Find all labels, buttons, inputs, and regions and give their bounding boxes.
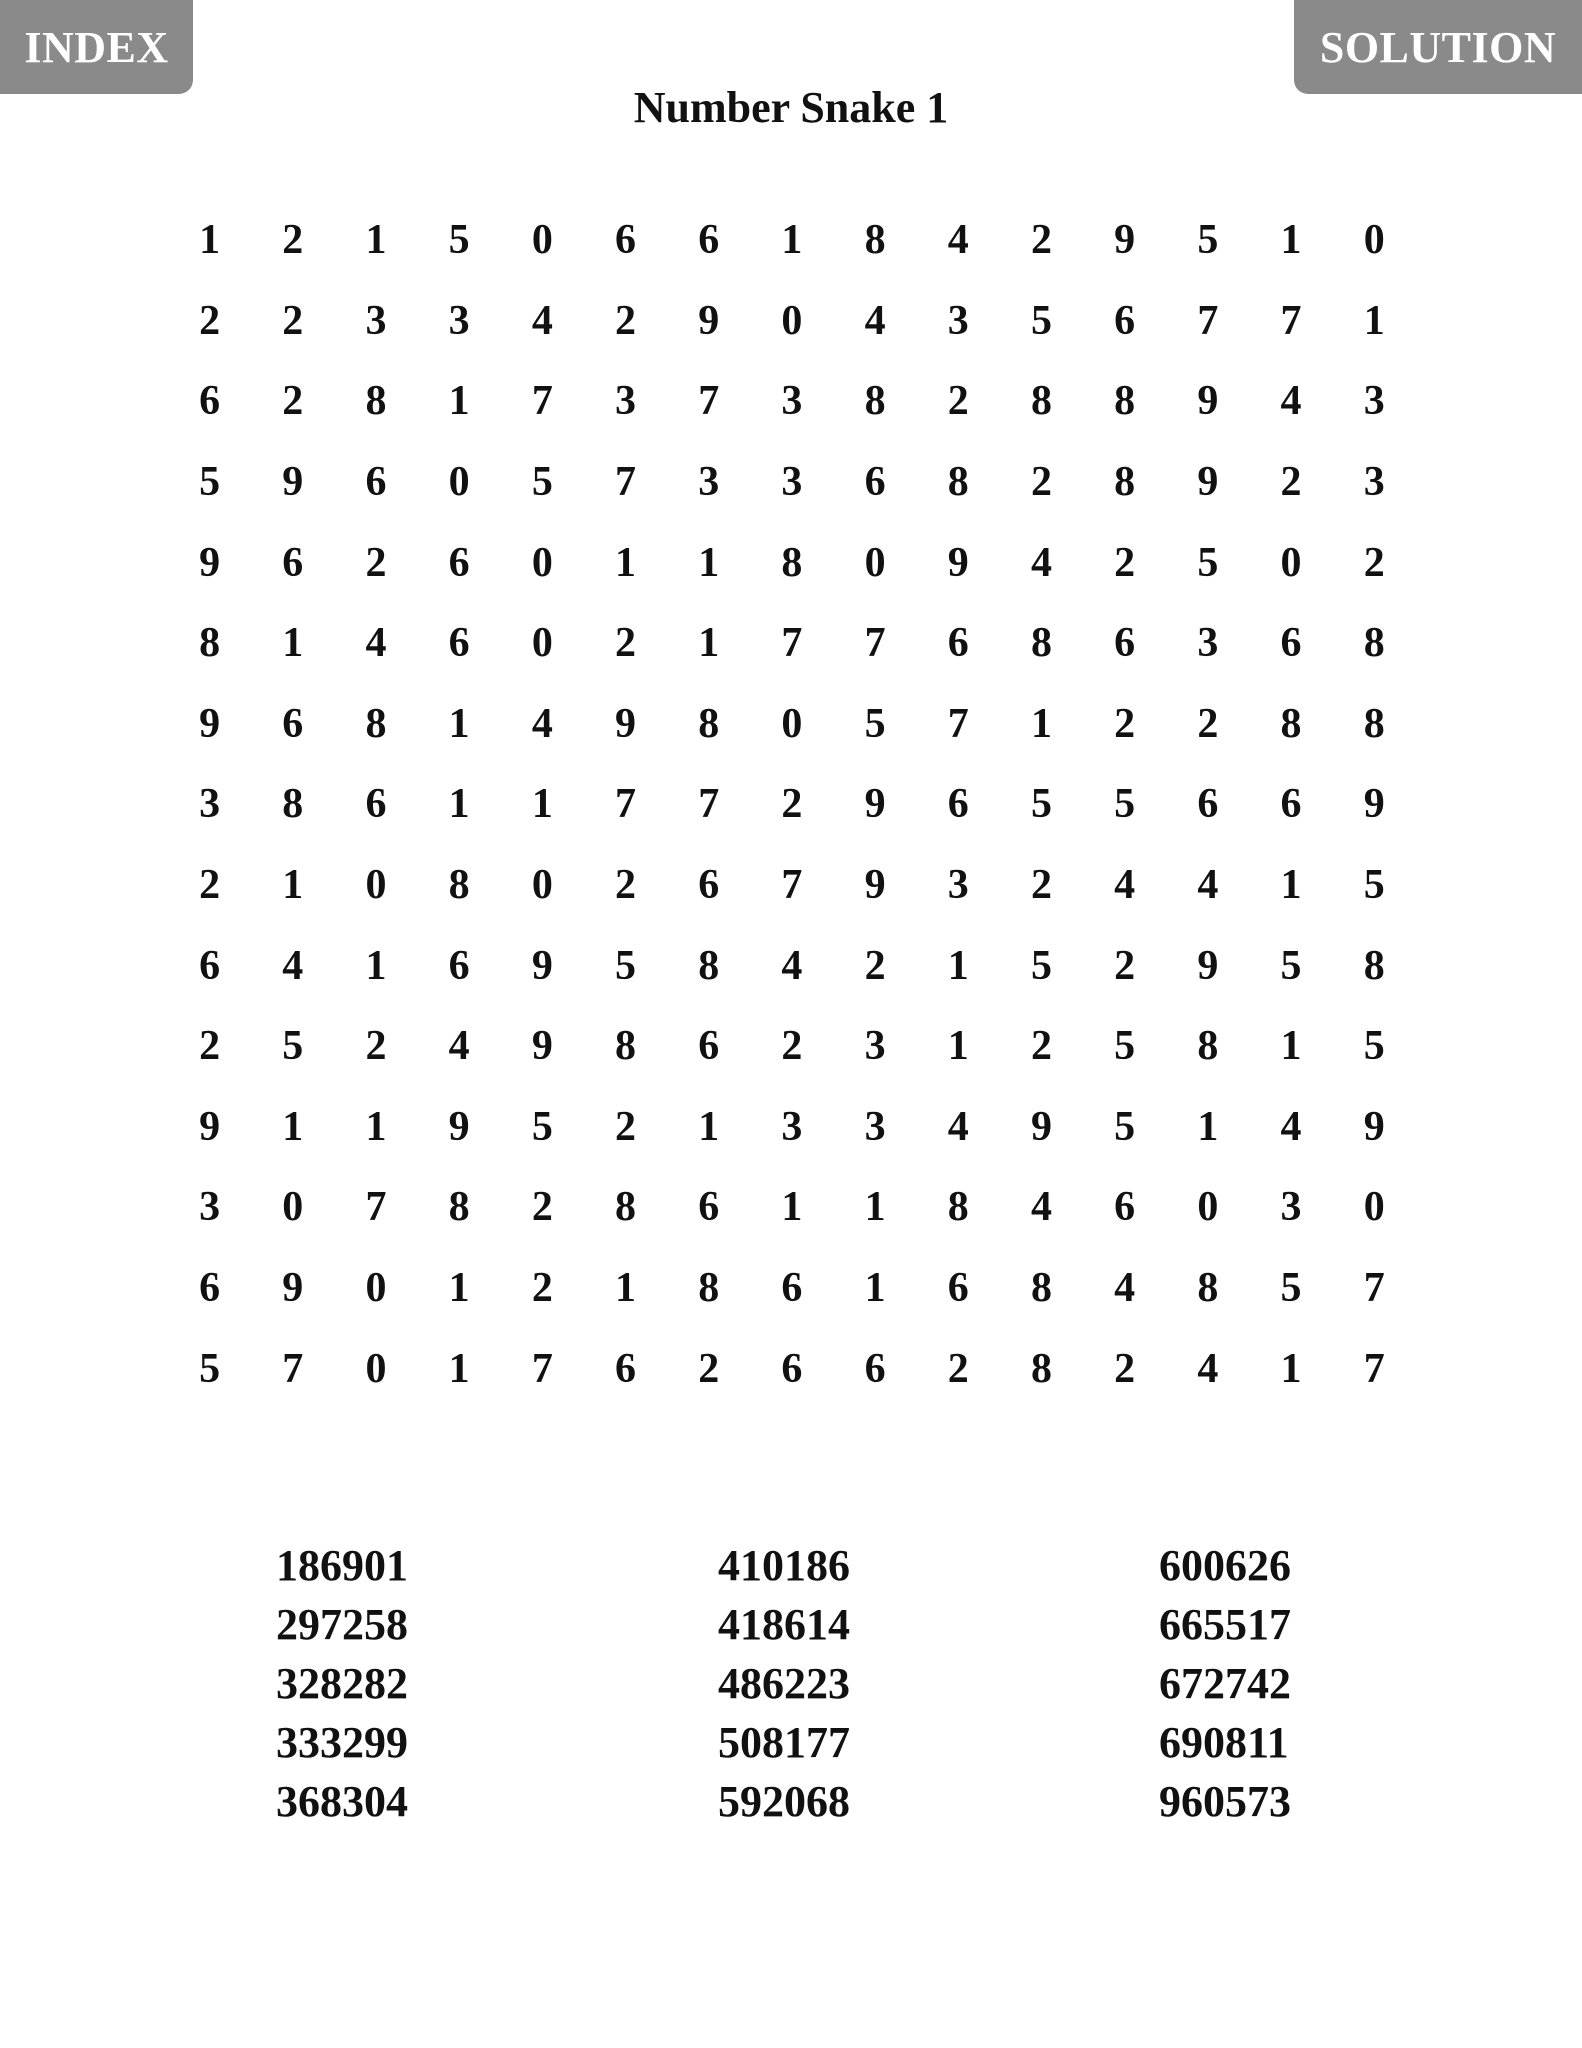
grid-cell: 6: [615, 217, 637, 264]
grid-cell: 4: [448, 1023, 470, 1070]
grid-cell: 9: [531, 1023, 553, 1070]
grid-cell: 6: [698, 217, 720, 264]
grid-cell: 0: [531, 539, 553, 586]
grid-cell: 6: [1280, 781, 1302, 828]
grid-cell: 2: [864, 942, 886, 989]
grid-cell: 7: [781, 862, 803, 909]
word-column-2: [718, 1536, 850, 1831]
grid-cell: 0: [282, 1184, 304, 1231]
grid-cell: 1: [1280, 862, 1302, 909]
grid-cell: 0: [531, 620, 553, 667]
grid-row: [168, 361, 1416, 442]
grid-cell: 6: [199, 1265, 221, 1312]
grid-cell: 1: [698, 539, 720, 586]
grid-cell: 1: [531, 781, 553, 828]
grid-cell: 6: [781, 1345, 803, 1392]
grid-cell: 6: [781, 1265, 803, 1312]
word-item: 418614: [718, 1600, 850, 1649]
grid-cell: 1: [1030, 700, 1052, 747]
grid-cell: 6: [1114, 1184, 1136, 1231]
grid-cell: 1: [1363, 297, 1385, 344]
grid-cell: 0: [1197, 1184, 1219, 1231]
grid-row: [168, 200, 1416, 281]
grid-cell: 0: [531, 217, 553, 264]
grid-row: [168, 442, 1416, 523]
grid-cell: 1: [448, 781, 470, 828]
grid-cell: 1: [448, 378, 470, 425]
grid-cell: 2: [1030, 217, 1052, 264]
grid-cell: 8: [947, 1184, 969, 1231]
grid-cell: 4: [1197, 1345, 1219, 1392]
grid-cell: 4: [947, 217, 969, 264]
grid-cell: 6: [947, 1265, 969, 1312]
grid-cell: 3: [1280, 1184, 1302, 1231]
word-item: 672742: [1159, 1659, 1291, 1708]
word-item: 328282: [276, 1659, 408, 1708]
grid-cell: 2: [1280, 459, 1302, 506]
grid-cell: 3: [199, 781, 221, 828]
grid-cell: 1: [1197, 1103, 1219, 1150]
grid-cell: 9: [1363, 1103, 1385, 1150]
word-column-3: [1159, 1536, 1291, 1831]
grid-cell: 1: [282, 862, 304, 909]
grid-cell: 8: [1114, 459, 1136, 506]
grid-cell: 8: [781, 539, 803, 586]
grid-cell: 0: [531, 862, 553, 909]
grid-cell: 0: [448, 459, 470, 506]
word-item: 297258: [276, 1600, 408, 1649]
index-button[interactable]: INDEX: [0, 0, 193, 94]
grid-cell: 2: [282, 217, 304, 264]
word-item: 960573: [1159, 1777, 1291, 1826]
grid-cell: 2: [199, 297, 221, 344]
grid-cell: 6: [864, 459, 886, 506]
grid-cell: 8: [698, 700, 720, 747]
grid-cell: 9: [1114, 217, 1136, 264]
grid-row: [168, 845, 1416, 926]
grid-cell: 7: [615, 781, 637, 828]
grid-cell: 8: [1030, 378, 1052, 425]
grid-cell: 7: [1280, 297, 1302, 344]
grid-cell: 2: [947, 378, 969, 425]
grid-cell: 4: [781, 942, 803, 989]
grid-cell: 8: [448, 862, 470, 909]
grid-cell: 5: [448, 217, 470, 264]
grid-cell: 5: [1114, 781, 1136, 828]
grid-cell: 7: [282, 1345, 304, 1392]
grid-cell: 5: [1030, 781, 1052, 828]
grid-cell: 8: [1030, 1265, 1052, 1312]
grid-cell: 5: [1197, 217, 1219, 264]
grid-cell: 8: [365, 378, 387, 425]
grid-cell: 0: [365, 862, 387, 909]
grid-row: [168, 1006, 1416, 1087]
grid-row: [168, 1248, 1416, 1329]
grid-cell: 8: [947, 459, 969, 506]
grid-cell: 1: [698, 620, 720, 667]
grid-cell: 9: [199, 700, 221, 747]
grid-cell: 0: [365, 1345, 387, 1392]
grid-cell: 6: [1114, 297, 1136, 344]
grid-cell: 6: [947, 781, 969, 828]
grid-cell: 4: [1280, 378, 1302, 425]
grid-cell: 6: [698, 862, 720, 909]
grid-cell: 4: [1114, 862, 1136, 909]
grid-cell: 0: [1280, 539, 1302, 586]
grid-cell: 2: [365, 1023, 387, 1070]
grid-cell: 8: [1280, 700, 1302, 747]
grid-cell: 1: [615, 1265, 637, 1312]
grid-cell: 4: [864, 297, 886, 344]
grid-cell: 3: [1197, 620, 1219, 667]
grid-cell: 5: [1030, 297, 1052, 344]
grid-cell: 2: [1030, 459, 1052, 506]
word-item: 690811: [1159, 1718, 1289, 1767]
grid-cell: 6: [947, 620, 969, 667]
grid-cell: 8: [448, 1184, 470, 1231]
grid-row: [168, 522, 1416, 603]
grid-cell: 9: [448, 1103, 470, 1150]
grid-cell: 1: [947, 942, 969, 989]
grid-cell: 2: [1114, 700, 1136, 747]
grid-cell: 8: [1114, 378, 1136, 425]
grid-cell: 5: [282, 1023, 304, 1070]
grid-cell: 5: [199, 459, 221, 506]
grid-cell: 8: [1363, 620, 1385, 667]
grid-cell: 1: [615, 539, 637, 586]
grid-cell: 8: [864, 217, 886, 264]
grid-cell: 2: [1197, 700, 1219, 747]
grid-row: [168, 925, 1416, 1006]
page-title: Number Snake 1: [633, 83, 949, 132]
grid-row: [168, 281, 1416, 362]
grid-cell: 1: [1280, 1345, 1302, 1392]
grid-cell: 5: [864, 700, 886, 747]
grid-cell: 1: [781, 217, 803, 264]
grid-cell: 7: [1363, 1345, 1385, 1392]
grid-cell: 9: [531, 942, 553, 989]
grid-cell: 0: [1363, 217, 1385, 264]
grid-cell: 3: [947, 297, 969, 344]
grid-cell: 4: [1030, 539, 1052, 586]
grid-cell: 3: [615, 378, 637, 425]
grid-cell: 0: [864, 539, 886, 586]
grid-cell: 8: [864, 378, 886, 425]
grid-cell: 1: [448, 1265, 470, 1312]
grid-cell: 0: [781, 700, 803, 747]
grid-row: [168, 1167, 1416, 1248]
grid-cell: 9: [199, 539, 221, 586]
grid-cell: 3: [1363, 459, 1385, 506]
grid-cell: 9: [1197, 459, 1219, 506]
grid-cell: 1: [1280, 217, 1302, 264]
grid-cell: 2: [781, 1023, 803, 1070]
grid-cell: 6: [282, 700, 304, 747]
grid-cell: 2: [531, 1265, 553, 1312]
grid-cell: 5: [1197, 539, 1219, 586]
grid-cell: 2: [615, 862, 637, 909]
grid-cell: 3: [864, 1023, 886, 1070]
word-item: 368304: [276, 1777, 408, 1826]
grid-cell: 7: [365, 1184, 387, 1231]
grid-cell: 3: [199, 1184, 221, 1231]
grid-row: [168, 1328, 1416, 1409]
grid-cell: 7: [1197, 297, 1219, 344]
grid-cell: 8: [1363, 700, 1385, 747]
grid-cell: 9: [698, 297, 720, 344]
grid-cell: 1: [1280, 1023, 1302, 1070]
grid-cell: 2: [365, 539, 387, 586]
grid-cell: 9: [282, 459, 304, 506]
grid-cell: 8: [698, 942, 720, 989]
grid-cell: 7: [1363, 1265, 1385, 1312]
grid-cell: 8: [1030, 1345, 1052, 1392]
grid-cell: 8: [698, 1265, 720, 1312]
grid-cell: 5: [1114, 1103, 1136, 1150]
grid-cell: 6: [615, 1345, 637, 1392]
grid-cell: 6: [199, 378, 221, 425]
grid-cell: 9: [1197, 378, 1219, 425]
grid-cell: 6: [282, 539, 304, 586]
grid-cell: 1: [365, 942, 387, 989]
grid-cell: 6: [448, 942, 470, 989]
grid-cell: 8: [615, 1023, 637, 1070]
grid-cell: 9: [1363, 781, 1385, 828]
grid-cell: 3: [781, 459, 803, 506]
grid-cell: 5: [531, 1103, 553, 1150]
word-item: 410186: [718, 1541, 850, 1590]
grid-cell: 8: [365, 700, 387, 747]
grid-cell: 6: [199, 942, 221, 989]
grid-cell: 1: [365, 1103, 387, 1150]
grid-cell: 2: [282, 297, 304, 344]
solution-button[interactable]: SOLUTION: [1294, 0, 1582, 94]
grid-cell: 0: [1363, 1184, 1385, 1231]
grid-cell: 5: [1280, 942, 1302, 989]
grid-cell: 7: [947, 700, 969, 747]
grid-cell: 8: [1197, 1265, 1219, 1312]
word-item: 508177: [718, 1718, 850, 1767]
grid-cell: 9: [947, 539, 969, 586]
grid-cell: 9: [615, 700, 637, 747]
number-grid: [168, 200, 1416, 1409]
grid-cell: 3: [864, 1103, 886, 1150]
grid-cell: 3: [781, 378, 803, 425]
grid-cell: 1: [282, 1103, 304, 1150]
grid-cell: 6: [365, 459, 387, 506]
grid-cell: 9: [864, 862, 886, 909]
grid-cell: 2: [1114, 1345, 1136, 1392]
word-item: 333299: [276, 1718, 408, 1767]
grid-cell: 7: [864, 620, 886, 667]
grid-cell: 6: [698, 1023, 720, 1070]
grid-cell: 9: [282, 1265, 304, 1312]
word-item: 600626: [1159, 1541, 1291, 1590]
grid-cell: 9: [864, 781, 886, 828]
grid-cell: 2: [615, 620, 637, 667]
grid-cell: 8: [615, 1184, 637, 1231]
word-item: 592068: [718, 1777, 850, 1826]
grid-cell: 1: [282, 620, 304, 667]
grid-cell: 1: [781, 1184, 803, 1231]
grid-cell: 2: [781, 781, 803, 828]
grid-cell: 8: [1363, 942, 1385, 989]
grid-cell: 5: [531, 459, 553, 506]
grid-cell: 5: [615, 942, 637, 989]
grid-cell: 3: [947, 862, 969, 909]
grid-cell: 2: [1030, 862, 1052, 909]
grid-cell: 1: [199, 217, 221, 264]
grid-cell: 6: [448, 620, 470, 667]
grid-cell: 5: [1030, 942, 1052, 989]
grid-cell: 2: [1030, 1023, 1052, 1070]
grid-cell: 7: [531, 1345, 553, 1392]
grid-cell: 2: [1114, 539, 1136, 586]
grid-cell: 1: [365, 217, 387, 264]
grid-cell: 8: [199, 620, 221, 667]
grid-cell: 7: [531, 378, 553, 425]
grid-cell: 6: [698, 1184, 720, 1231]
grid-cell: 1: [864, 1265, 886, 1312]
grid-cell: 7: [781, 620, 803, 667]
grid-cell: 3: [365, 297, 387, 344]
grid-cell: 1: [864, 1184, 886, 1231]
grid-cell: 2: [199, 1023, 221, 1070]
grid-cell: 2: [531, 1184, 553, 1231]
grid-cell: 5: [1363, 1023, 1385, 1070]
word-column-1: [276, 1536, 408, 1831]
grid-cell: 2: [947, 1345, 969, 1392]
grid-cell: 6: [365, 781, 387, 828]
grid-row: [168, 684, 1416, 765]
grid-cell: 9: [1197, 942, 1219, 989]
grid-cell: 9: [1030, 1103, 1052, 1150]
grid-cell: 4: [1197, 862, 1219, 909]
grid-cell: 4: [947, 1103, 969, 1150]
grid-cell: 4: [531, 700, 553, 747]
grid-cell: 9: [199, 1103, 221, 1150]
grid-cell: 7: [698, 378, 720, 425]
grid-cell: 6: [1114, 620, 1136, 667]
grid-cell: 3: [781, 1103, 803, 1150]
grid-cell: 4: [282, 942, 304, 989]
grid-cell: 6: [1280, 620, 1302, 667]
grid-cell: 6: [448, 539, 470, 586]
grid-cell: 4: [531, 297, 553, 344]
grid-cell: 2: [1363, 539, 1385, 586]
grid-cell: 7: [698, 781, 720, 828]
grid-cell: 8: [1197, 1023, 1219, 1070]
grid-row: [168, 1087, 1416, 1168]
grid-cell: 4: [1030, 1184, 1052, 1231]
grid-cell: 5: [1280, 1265, 1302, 1312]
grid-cell: 2: [199, 862, 221, 909]
grid-cell: 8: [282, 781, 304, 828]
grid-cell: 6: [1197, 781, 1219, 828]
grid-cell: 4: [365, 620, 387, 667]
grid-cell: 1: [947, 1023, 969, 1070]
grid-cell: 5: [1114, 1023, 1136, 1070]
grid-cell: 5: [199, 1345, 221, 1392]
grid-cell: 0: [781, 297, 803, 344]
grid-cell: 1: [698, 1103, 720, 1150]
grid-cell: 3: [698, 459, 720, 506]
grid-cell: 6: [864, 1345, 886, 1392]
word-item: 665517: [1159, 1600, 1291, 1649]
grid-row: [168, 764, 1416, 845]
grid-cell: 5: [1363, 862, 1385, 909]
grid-row: [168, 603, 1416, 684]
grid-cell: 1: [448, 1345, 470, 1392]
grid-cell: 4: [1114, 1265, 1136, 1312]
word-item: 186901: [276, 1541, 408, 1590]
grid-cell: 2: [615, 1103, 637, 1150]
grid-cell: 2: [282, 378, 304, 425]
grid-cell: 8: [1030, 620, 1052, 667]
grid-cell: 7: [615, 459, 637, 506]
grid-cell: 0: [365, 1265, 387, 1312]
grid-cell: 2: [615, 297, 637, 344]
grid-cell: 3: [1363, 378, 1385, 425]
word-item: 486223: [718, 1659, 850, 1708]
grid-cell: 2: [1114, 942, 1136, 989]
grid-cell: 4: [1280, 1103, 1302, 1150]
grid-cell: 3: [448, 297, 470, 344]
grid-cell: 1: [448, 700, 470, 747]
grid-cell: 2: [698, 1345, 720, 1392]
